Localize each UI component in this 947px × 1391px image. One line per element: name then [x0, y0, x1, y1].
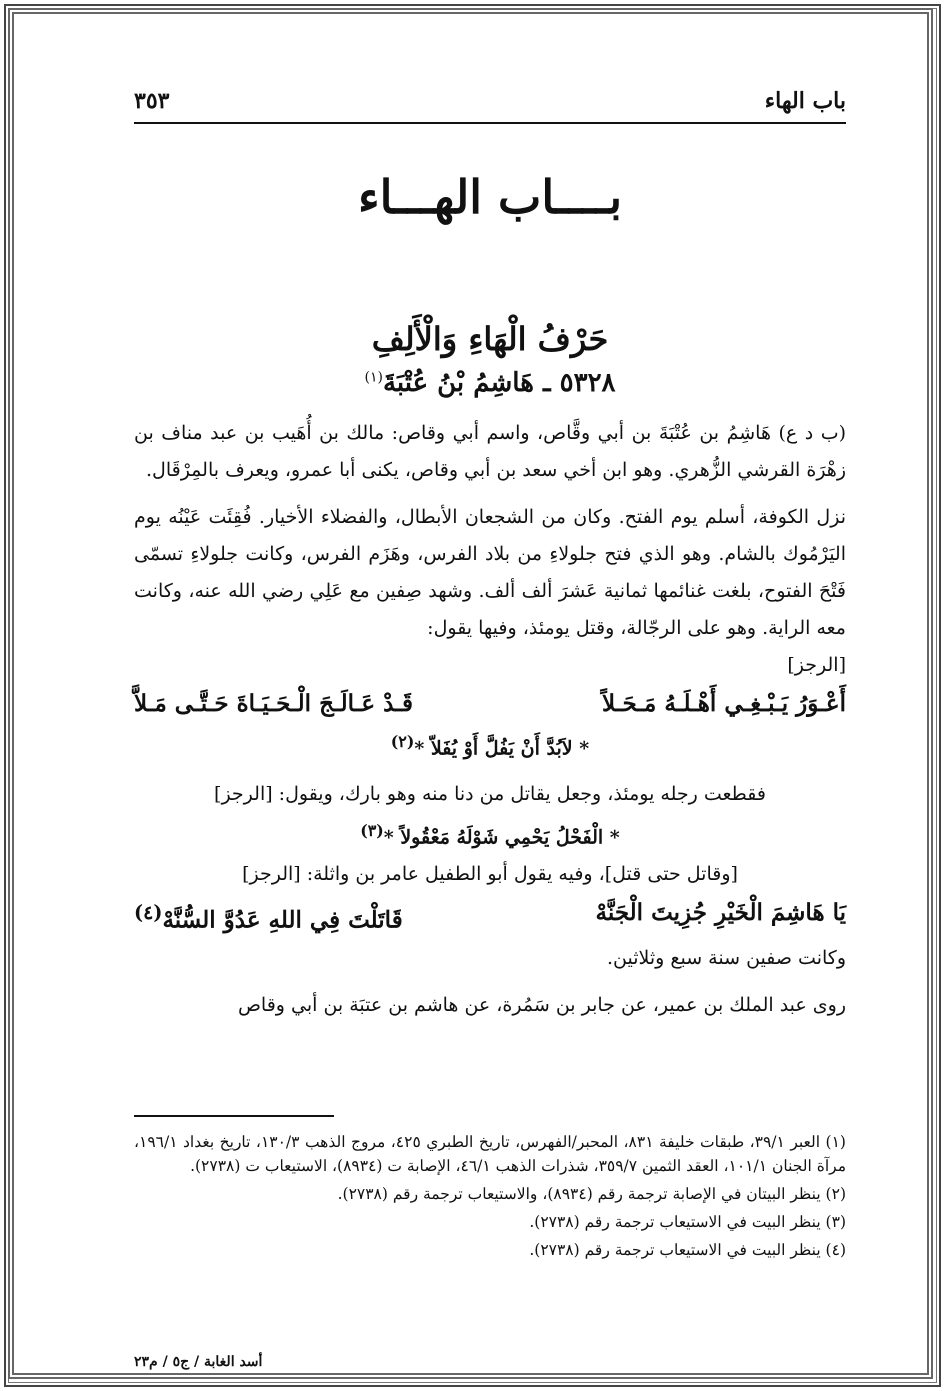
paragraph: وكانت صفين سنة سبع وثلاثين. [607, 947, 846, 970]
paragraph: (ب د ع) هَاشِمُ بن عُتْبَةَ بن أبي وقَّاص، واسم أبي وقاص: مالك بن أُهَيب بن عبد مناف بن زهْرَة القرشي الزُّهري. وهو ابن أخي سعد بن أبي وقاص، يكنى أبا عمرو، ويعرف بالمِرْقَال. [134, 422, 846, 481]
paragraph: روى عبد الملك بن عمير، عن جابر بن سَمُرة، عن هاشم بن عتبَة بن أبي وقاص [237, 994, 846, 1017]
verse-line [134, 893, 846, 941]
paragraph: [وقاتل حتى قتل]، وفيه يقول أبو الطفيل عامر بن واثلة: [الرجز] [242, 862, 738, 885]
verse-line [134, 684, 846, 724]
section-title: حَرْفُ الْهَاءِ وَالْأَلِفِ [371, 320, 609, 358]
paragraph: فقطعت رجله يومئذ، وجعل يقاتل من دنا منه وهو بارك، ويقول: [الرجز] [214, 783, 766, 806]
verse-tail [134, 724, 846, 766]
verse-hemistich-left: قَـدْ عَـالَـجَ الْـحَـيَـاةَ حَـتَّـى مَـلاَّ [134, 690, 413, 717]
footnote-ref: (٤) [134, 900, 163, 924]
chapter-title: بــــاب الهـــاء [357, 170, 623, 224]
verse-text: قَاتَلْتَ فِي اللهِ عَدُوَّ السُّنَّهْ [162, 906, 403, 934]
footnote: (٢) ينظر البيتان في الإصابة ترجمة رقم (٨٩٣٤)، والاستيعاب ترجمة رقم (٢٧٣٨). [337, 1185, 846, 1203]
verse-hemistich-right: أَعْـوَرُ يَـبْـغِـي أَهْـلَـهُ مَـحَـلاً [602, 690, 846, 717]
book-page [134, 70, 846, 1340]
footnote-divider [134, 1115, 334, 1117]
footnote-ref: (٢) [390, 732, 415, 751]
footnote: (١) العبر ٣٩/١، طبقات خليفة ٨٣١، المحبر/الفهرس، تاريخ الطبري ٤٢٥، مروج الذهب ١٣٠/٣، تاريخ بغداد ١٩٦/١، مرآة الجنان ١٠١/١، العقد الثمين ٣٥٩/٧، شذرات الذهب ٤٦/١، الإصابة ت (٨٩٣٤)، الاستيعاب ت (٢٧٣٨). [134, 1133, 846, 1175]
footnote: (٤) ينظر البيت في الاستيعاب ترجمة رقم (٢٧٣٨). [529, 1241, 846, 1259]
verse-text: * الْفَحْلُ يَحْمِي شَوْلَهُ مَعْقُولاً * [383, 826, 620, 849]
meter-label: [الرجز] [787, 654, 846, 676]
footnote-ref: (٣) [360, 821, 384, 841]
footnote: (٣) ينظر البيت في الاستيعاب ترجمة رقم (٢٧٣٨). [529, 1213, 846, 1231]
chapter-header: باب الهاء [764, 88, 846, 114]
entry-title [134, 368, 846, 398]
paragraph: نزل الكوفة، أسلم يوم الفتح. وكان من الشجعان الأبطال، والفضلاء الأخيار. فُقِئَت عَيْنُه يوم اليَرْمُوك بالشام. وهو الذي فتح جلولاءِ من بلاد الفرس، وهَزَم الفرس، وكانت جلولاءِ تسمّى فَتْحَ الفتوح، بلغت غنائمها ثمانية عَشرَ ألف ألف. وشهد صِفين مع عَلِي رضي الله عنه، وكانت معه الراية. وهو على الرجّالة، وقتل يومئذ، وفيها يقول: [134, 506, 846, 639]
signature-mark: أسد الغابة / ج٥ / م٢٣ [130, 1354, 266, 1370]
verse-line [134, 813, 846, 855]
entry-body [134, 415, 846, 1024]
footnote-ref: (١) [364, 369, 383, 386]
page-number: ٣٥٣ [134, 88, 170, 114]
verse-hemistich-left [134, 893, 403, 941]
running-header [134, 82, 846, 124]
verse-text: * لاَبُدَّ أَنْ يَفُلَّ أَوْ يُفَلاّ * [414, 737, 590, 760]
entry-name: ٥٣٢٨ ـ هَاشِمُ بْنُ عُتْبَةَ [382, 368, 616, 398]
footnotes [134, 1130, 846, 1266]
verse-hemistich-right: يَا هَاشِمَ الْخَيْرِ جُزِيتَ الْجَنَّهْ [595, 898, 846, 926]
